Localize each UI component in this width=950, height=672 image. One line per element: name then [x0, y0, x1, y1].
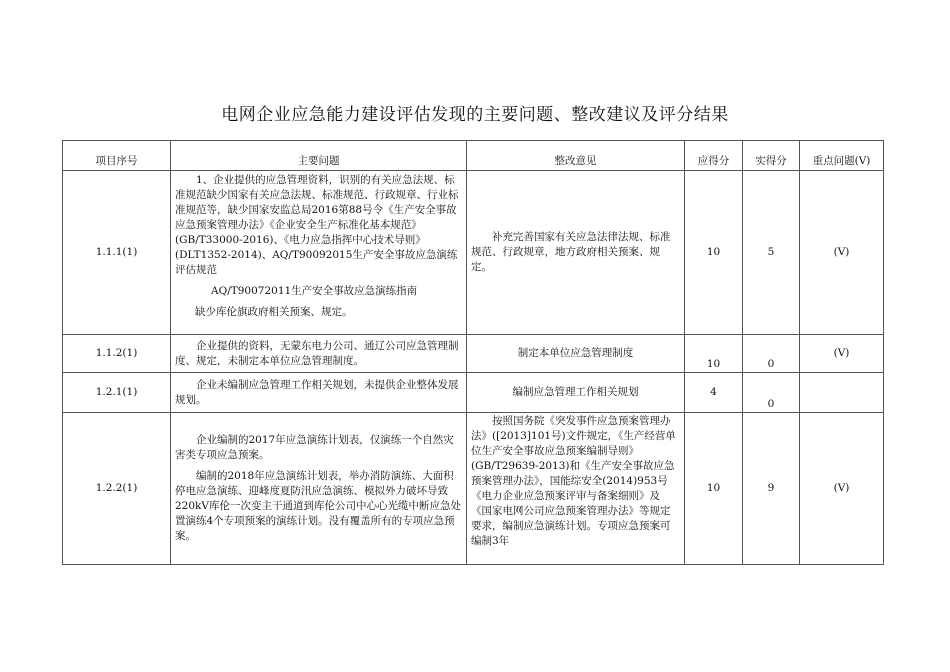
suggestion-text: 按照国务院《突发事件应急预案管理办法》([2013]101号)文件规定，《生产经营单位生产安全事故应急预案编制导则》(GB/T29639-2013)和《生产安全事故应急预案管理办法》，国能综安全(2014)953号《电力企业应急预案评审与备案细则》及《国家电网公司应急预案管理办法》等规定要求，编制应急演练计划。专项应急预案可编制3年 [471, 415, 676, 547]
problem-text: 1、企业提供的应急管理资料，识别的有关应急法规、标准规范缺少国家有关应急法规、标准规范、行政规章、行业标准规范等，缺少国家安监总局2016第88号令《生产安全事故应急预案管理办法》《企业安全生产标准化基本规范》(GB/T33000-2016)、《电力应急指挥中心技术导则》(DLT1352-2014)、AQ/T90092015生产安全事故应急演练评估规范 [175, 174, 459, 276]
table-header-row [63, 141, 884, 171]
due-score: 10 [685, 413, 743, 565]
document-title: 电网企业应急能力建设评估发现的主要问题、整改建议及评分结果 [221, 105, 729, 125]
item-no: 1.1.2(1) [63, 335, 171, 373]
item-no: 1.1.1(1) [63, 171, 171, 335]
actual-score: 9 [743, 413, 800, 565]
problem-cell [171, 171, 467, 335]
header-key-issue: 重点问题(V) [800, 141, 884, 171]
table-row [63, 413, 884, 565]
suggestion-cell [467, 413, 685, 565]
problem-text: 企业未编制应急管理工作相关规划，未提供企业整体发展规划。 [175, 378, 459, 406]
suggestion-text: 编制应急管理工作相关规划 [467, 373, 685, 413]
actual-score: 0 [743, 335, 800, 373]
suggestion-text: 制定本单位应急管理制度 [467, 335, 685, 373]
item-no: 1.2.1(1) [63, 373, 171, 413]
actual-score: 0 [743, 373, 800, 413]
header-item-no: 项目序号 [63, 141, 171, 171]
header-suggestion: 整改意见 [467, 141, 685, 171]
key-issue-mark: (V) [800, 171, 884, 335]
problem-text: AQ/T90072011生产安全事故应急演练指南 [211, 285, 418, 297]
problem-text: 企业提供的资料，无蒙东电力公司、通辽公司应急管理制度、规定，未制定本单位应急管理制度。 [175, 339, 459, 367]
header-due-score: 应得分 [685, 141, 743, 171]
problem-cell [171, 373, 467, 413]
suggestion-cell [467, 171, 685, 335]
assessment-table [62, 140, 884, 565]
due-score: 10 [685, 171, 743, 335]
table-row [63, 373, 884, 413]
table-row [63, 171, 884, 335]
due-score: 4 [685, 373, 743, 413]
problem-text: 企业编制的2017年应急演练计划表，仅演练一个自然灾害类专项应急预案。 [175, 434, 454, 461]
problem-text: 缺少库伦旗政府相关预案、规定。 [195, 306, 353, 318]
problem-cell [171, 335, 467, 373]
key-issue-mark: (V) [800, 335, 884, 373]
header-actual-score: 实得分 [743, 141, 800, 171]
item-no: 1.2.2(1) [63, 413, 171, 565]
key-issue-mark: (V) [800, 413, 884, 565]
problem-text: 编制的2018年应急演练计划表，举办消防演练、大面积停电应急演练、迎峰度夏防汛应急演练、模拟外力破坏导致220kV库伦一次变主干通道到库伦公司中心心光缆中断应急处置演练4个专项预案的演练计划。没有覆盖所有的专项应急预案。 [175, 470, 461, 542]
header-main-problem: 主要问题 [171, 141, 467, 171]
suggestion-text: 补充完善国家有关应急法律法规、标准规范、行政规章，地方政府相关预案、规定。 [471, 231, 671, 273]
due-score: 10 [685, 335, 743, 373]
problem-cell [171, 413, 467, 565]
table-row [63, 335, 884, 373]
key-issue-mark [800, 373, 884, 413]
actual-score: 5 [743, 171, 800, 335]
